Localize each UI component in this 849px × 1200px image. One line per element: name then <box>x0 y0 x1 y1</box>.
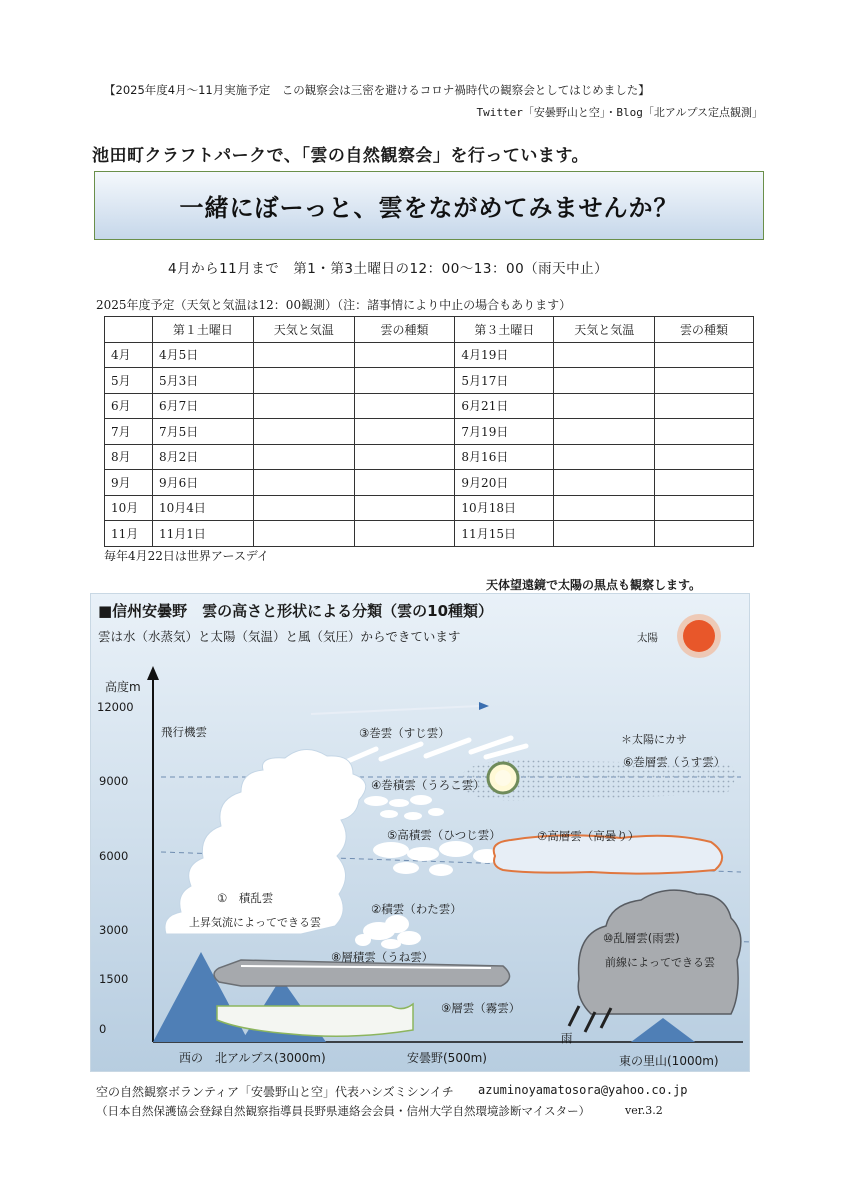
month-cell: 8月 <box>105 444 153 470</box>
empty-cell[interactable] <box>655 495 754 521</box>
cirrostratus-label: ⑥巻層雲（うす雲） <box>623 755 726 769</box>
table-row <box>105 342 754 368</box>
tick-label: 6000 <box>99 849 129 863</box>
empty-cell[interactable] <box>554 342 655 368</box>
month-cell: 5月 <box>105 368 153 394</box>
social-links: Twitter「安曇野山と空」・Blog「北アルプス定点観測」 <box>476 106 763 119</box>
cloud-diagram <box>90 593 750 1072</box>
table-row <box>105 495 754 521</box>
empty-cell[interactable] <box>655 521 754 547</box>
altostratus-label: ⑦高層雲（高曇り） <box>537 829 640 843</box>
date-cell: 8月16日 <box>455 444 554 470</box>
empty-cell[interactable] <box>554 521 655 547</box>
empty-cell[interactable] <box>354 521 455 547</box>
date-cell: 5月17日 <box>455 368 554 394</box>
table-caption: 2025年度予定（天気と気温は12：00観測）（注：諸事情により中止の場合もあります） <box>96 298 572 312</box>
empty-cell[interactable] <box>354 444 455 470</box>
month-cell: 11月 <box>105 521 153 547</box>
month-cell: 7月 <box>105 419 153 445</box>
month-cell: 10月 <box>105 495 153 521</box>
empty-cell[interactable] <box>655 368 754 394</box>
stratocumulus-label: ⑧層積雲（うね雲） <box>331 950 434 964</box>
date-cell: 9月20日 <box>455 470 554 496</box>
date-cell: 8月2日 <box>152 444 253 470</box>
empty-cell[interactable] <box>554 393 655 419</box>
header-cell: 天気と気温 <box>253 317 354 343</box>
header-cell: 天気と気温 <box>554 317 655 343</box>
tick-label: 9000 <box>99 774 129 788</box>
table-row <box>105 444 754 470</box>
date-cell: 9月6日 <box>152 470 253 496</box>
empty-cell[interactable] <box>253 521 354 547</box>
empty-cell[interactable] <box>655 419 754 445</box>
header-cell: 第１土曜日 <box>152 317 253 343</box>
date-cell: 4月5日 <box>152 342 253 368</box>
cumulonimbus-note: 上昇気流によってできる雲 <box>189 916 321 929</box>
empty-cell[interactable] <box>655 444 754 470</box>
cumulonimbus-label: ① 積乱雲 <box>217 891 274 905</box>
empty-cell[interactable] <box>253 444 354 470</box>
empty-cell[interactable] <box>253 342 354 368</box>
header-cell: 雲の種類 <box>354 317 455 343</box>
page-headline: 池田町クラフトパークで、「雲の自然観察会」を行っています。 <box>92 146 589 166</box>
empty-cell[interactable] <box>554 495 655 521</box>
tick-label: 0 <box>99 1022 107 1036</box>
empty-cell[interactable] <box>554 470 655 496</box>
title-banner <box>94 171 764 240</box>
empty-cell[interactable] <box>354 342 455 368</box>
nimbostratus-label: ⑩乱層雲(雨雲) <box>603 931 680 945</box>
sun-label: 太陽 <box>637 632 658 644</box>
empty-cell[interactable] <box>253 419 354 445</box>
empty-cell[interactable] <box>354 368 455 394</box>
empty-cell[interactable] <box>655 393 754 419</box>
cirrocumulus-label: ④巻積雲（うろこ雲） <box>371 778 485 792</box>
version-label: ver.3.2 <box>625 1104 663 1117</box>
date-cell: 6月21日 <box>455 393 554 419</box>
banner-title: 一緒にぼーっと、雲をながめてみませんか？ <box>179 194 679 222</box>
header-cell: 第３土曜日 <box>455 317 554 343</box>
schedule-table <box>104 316 754 547</box>
table-row <box>105 419 754 445</box>
month-cell: 9月 <box>105 470 153 496</box>
earth-day-note: 毎年4月22日は世界アースデイ <box>104 549 269 563</box>
contrail-label: 飛行機雲 <box>161 725 207 739</box>
empty-cell[interactable] <box>253 368 354 394</box>
empty-cell[interactable] <box>253 495 354 521</box>
cirrus-label: ③巻雲（すじ雲） <box>359 726 450 740</box>
notice-text: 【2025年度4月～11月実施予定 この観察会は三密を避けるコロナ禍時代の観察会としてはじめました】 <box>104 83 650 97</box>
empty-cell[interactable] <box>354 419 455 445</box>
empty-cell[interactable] <box>554 368 655 394</box>
empty-cell[interactable] <box>253 470 354 496</box>
date-cell: 10月18日 <box>455 495 554 521</box>
date-cell: 5月3日 <box>152 368 253 394</box>
altocumulus-label: ⑤高積雲（ひつじ雲） <box>387 828 501 842</box>
table-header-row <box>105 317 754 343</box>
empty-cell[interactable] <box>253 393 354 419</box>
empty-cell[interactable] <box>554 419 655 445</box>
empty-cell[interactable] <box>655 470 754 496</box>
date-cell: 11月15日 <box>455 521 554 547</box>
sun-icon <box>677 614 721 658</box>
stratus-label: ⑨層雲（霧雲） <box>441 1001 521 1015</box>
bottom-mid-label: 安曇野(500m) <box>407 1051 487 1065</box>
month-cell: 6月 <box>105 393 153 419</box>
footer-organizer: 空の自然観察ボランティア「安曇野山と空」代表ハシズミシンイチ <box>96 1085 454 1099</box>
tick-label: 12000 <box>97 700 134 714</box>
date-cell: 11月1日 <box>152 521 253 547</box>
date-cell: 4月19日 <box>455 342 554 368</box>
rain-label: 雨 <box>561 1031 573 1045</box>
date-cell: 10月4日 <box>152 495 253 521</box>
table-row <box>105 521 754 547</box>
cumulus-label: ②積雲（わた雲） <box>371 902 462 916</box>
tick-label: 3000 <box>99 923 129 937</box>
header-cell: 雲の種類 <box>655 317 754 343</box>
schedule-text: 4月から11月まで 第1・第3土曜日の12：00～13：00（雨天中止） <box>168 261 609 277</box>
bottom-right-label: 東の里山(1000m) <box>619 1054 719 1068</box>
date-cell: 7月19日 <box>455 419 554 445</box>
empty-cell[interactable] <box>354 470 455 496</box>
empty-cell[interactable] <box>655 342 754 368</box>
diagram-title: ■信州安曇野 雲の高さと形状による分類（雲の10種類） <box>98 602 494 620</box>
tick-label: 1500 <box>99 972 129 986</box>
diagram-subtitle: 雲は水（水蒸気）と太陽（気温）と風（気圧）からできています <box>98 629 461 644</box>
nimbostratus-note: 前線によってできる雲 <box>605 956 715 969</box>
bottom-left-label: 西の 北アルプス(3000m) <box>179 1051 326 1065</box>
header-cell <box>105 317 153 343</box>
table-row <box>105 393 754 419</box>
date-cell: 6月7日 <box>152 393 253 419</box>
footer-credentials: （日本自然保護協会登録自然観察指導員長野県連絡会会員・信州大学自然環境診断マイスター） <box>96 1104 591 1118</box>
date-cell: 7月5日 <box>152 419 253 445</box>
telescope-note: 天体望遠鏡で太陽の黒点も観察します。 <box>486 578 702 592</box>
table-row <box>105 470 754 496</box>
contact-email[interactable]: azuminoyamatosora@yahoo.co.jp <box>478 1083 688 1097</box>
halo-label: ＊太陽にカサ <box>621 733 687 746</box>
month-cell: 4月 <box>105 342 153 368</box>
empty-cell[interactable] <box>354 495 455 521</box>
axis-title: 高度m <box>105 680 141 694</box>
empty-cell[interactable] <box>554 444 655 470</box>
table-row <box>105 368 754 394</box>
empty-cell[interactable] <box>354 393 455 419</box>
